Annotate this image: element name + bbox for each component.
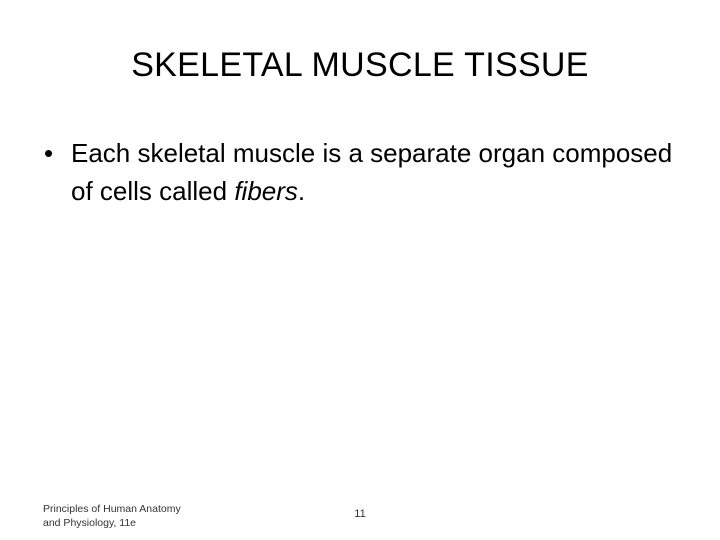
bullet-text-end: . bbox=[297, 176, 306, 206]
bullet-emphasis: fibers bbox=[234, 176, 298, 206]
footer-source-line-2: and Physiology, 11e bbox=[43, 517, 137, 529]
page-number: 11 bbox=[354, 508, 366, 520]
bullet-item bbox=[44, 134, 684, 210]
slide-title: SKELETAL MUSCLE TISSUE bbox=[131, 46, 589, 84]
bullet-list bbox=[44, 134, 684, 210]
bullet-marker: • bbox=[44, 138, 54, 168]
footer-source-line-1: Principles of Human Anatomy bbox=[43, 503, 181, 515]
bullet-text: Each skeletal muscle is a separate organ composed of cells called bbox=[71, 138, 673, 206]
footer-source bbox=[43, 502, 213, 530]
